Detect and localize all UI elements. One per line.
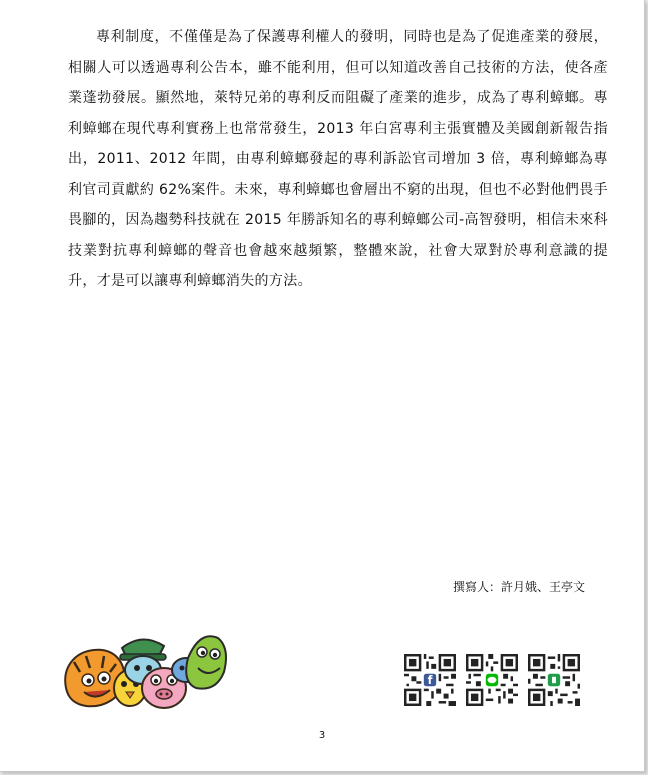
mascot-illustration [60, 628, 230, 710]
facebook-qr-code[interactable] [404, 654, 456, 706]
author-credit: 撰寫人：許月娥、王亭文 [453, 580, 586, 594]
blog-qr-code[interactable] [528, 654, 580, 706]
orange-mascot [65, 650, 124, 706]
green-frog-mascot [186, 636, 226, 688]
line-qr-code[interactable] [466, 654, 518, 706]
body-paragraph: 專利制度，不僅僅是為了保護專利權人的發明，同時也是為了促進產業的發展，相關人可以透過專利公告本，雖不能利用，但可以知道改善自己技術的方法，使各產業蓬勃發展。顯然地，萊特兄弟的專利反而阻礙了產業的進步，成為了專利蟑螂。專利蟑螂在現代專利實務上也常常發生，2013 年白宮專利主張實體及美國創新報告指出，2011、2012 年間，由專利蟑螂發起的專利訴訟官司增加 3 倍，專利蟑螂為專利官司貢獻約 62%案件。未來，專利蟑螂也會層出不窮的出現，但也不必對他們畏手畏腳的，因為趨勢科技就在 2015 年勝訴知名的專利蟑螂公司-高智發明，相信未來科技業對抗專利蟑螂的聲音也會越來越頻繁，整體來說，社會大眾對於專利意識的提升，才是可以讓專利蟑螂消失的方法。 [68, 29, 608, 289]
qr-code-row [404, 654, 580, 706]
page-number: 3 [318, 730, 326, 741]
svg-text:f: f [427, 674, 433, 688]
